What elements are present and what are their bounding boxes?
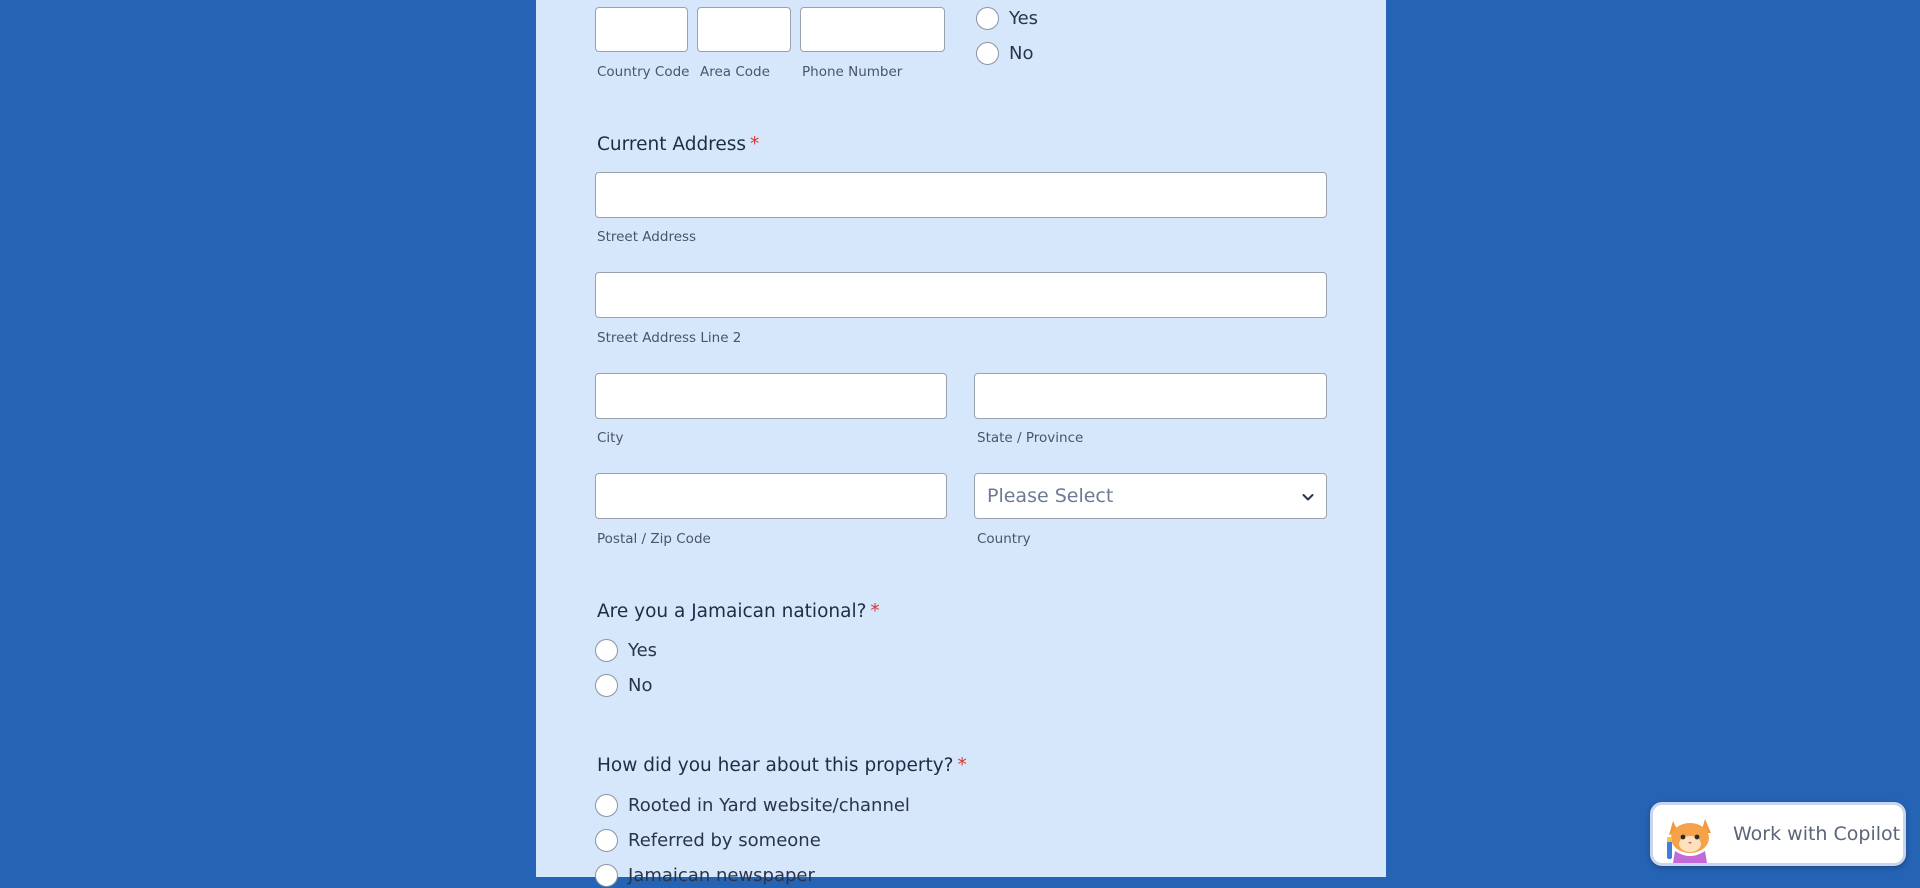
radio-label: Jamaican newspaper <box>628 864 815 886</box>
street-address-line2-input[interactable] <box>595 272 1327 318</box>
city-input[interactable] <box>595 373 947 419</box>
hear-radio-website[interactable] <box>595 792 910 818</box>
required-mark: * <box>750 134 760 155</box>
copilot-label: Work with Copilot <box>1733 823 1901 845</box>
top-radio-yes[interactable] <box>976 5 1038 31</box>
hear-radio-newspaper[interactable] <box>595 862 815 888</box>
radio-label: Referred by someone <box>628 829 821 851</box>
hear-about-question <box>597 755 967 776</box>
postal-zip-label: Postal / Zip Code <box>597 531 711 547</box>
radio-label: Rooted in Yard website/channel <box>628 794 910 816</box>
country-label: Country <box>977 531 1031 547</box>
radio-button[interactable] <box>595 674 618 697</box>
required-mark: * <box>957 755 967 776</box>
radio-button[interactable] <box>595 639 618 662</box>
state-province-input[interactable] <box>974 373 1327 419</box>
required-mark: * <box>870 601 880 622</box>
street-address-line2-label: Street Address Line 2 <box>597 330 742 346</box>
radio-label: Yes <box>628 639 658 661</box>
postal-zip-input[interactable] <box>595 473 947 519</box>
current-address-title <box>597 134 759 155</box>
form-card <box>536 0 1386 877</box>
city-label: City <box>597 430 624 446</box>
work-with-copilot-button[interactable] <box>1650 802 1906 866</box>
chevron-down-icon <box>1300 489 1316 505</box>
jamaican-radio-no[interactable] <box>595 672 652 698</box>
jamaican-national-question <box>597 601 880 622</box>
jamaican-radio-yes[interactable] <box>595 637 657 663</box>
area-code-input[interactable] <box>697 7 791 52</box>
cat-avatar-icon <box>1661 811 1717 863</box>
street-address-input[interactable] <box>595 172 1327 218</box>
radio-label: Yes <box>1009 7 1039 29</box>
phone-number-input[interactable] <box>800 7 945 52</box>
radio-button[interactable] <box>595 794 618 817</box>
state-province-label: State / Province <box>977 430 1084 446</box>
country-code-input[interactable] <box>595 7 688 52</box>
hear-radio-referred[interactable] <box>595 827 821 853</box>
street-address-label: Street Address <box>597 229 697 245</box>
radio-label: No <box>628 674 653 696</box>
radio-button[interactable] <box>595 864 618 887</box>
country-code-label: Country Code <box>597 64 690 80</box>
radio-button[interactable] <box>595 829 618 852</box>
area-code-label: Area Code <box>700 64 770 80</box>
hear-about-question-text: How did you hear about this property? <box>597 755 954 776</box>
radio-button[interactable] <box>976 42 999 65</box>
current-address-title-text: Current Address <box>597 134 747 155</box>
country-select[interactable] <box>974 473 1327 519</box>
radio-button[interactable] <box>976 7 999 30</box>
phone-number-label: Phone Number <box>802 64 903 80</box>
country-select-value: Please Select <box>987 485 1114 507</box>
jamaican-national-question-text: Are you a Jamaican national? <box>597 601 867 622</box>
radio-label: No <box>1009 42 1034 64</box>
top-radio-no[interactable] <box>976 40 1033 66</box>
